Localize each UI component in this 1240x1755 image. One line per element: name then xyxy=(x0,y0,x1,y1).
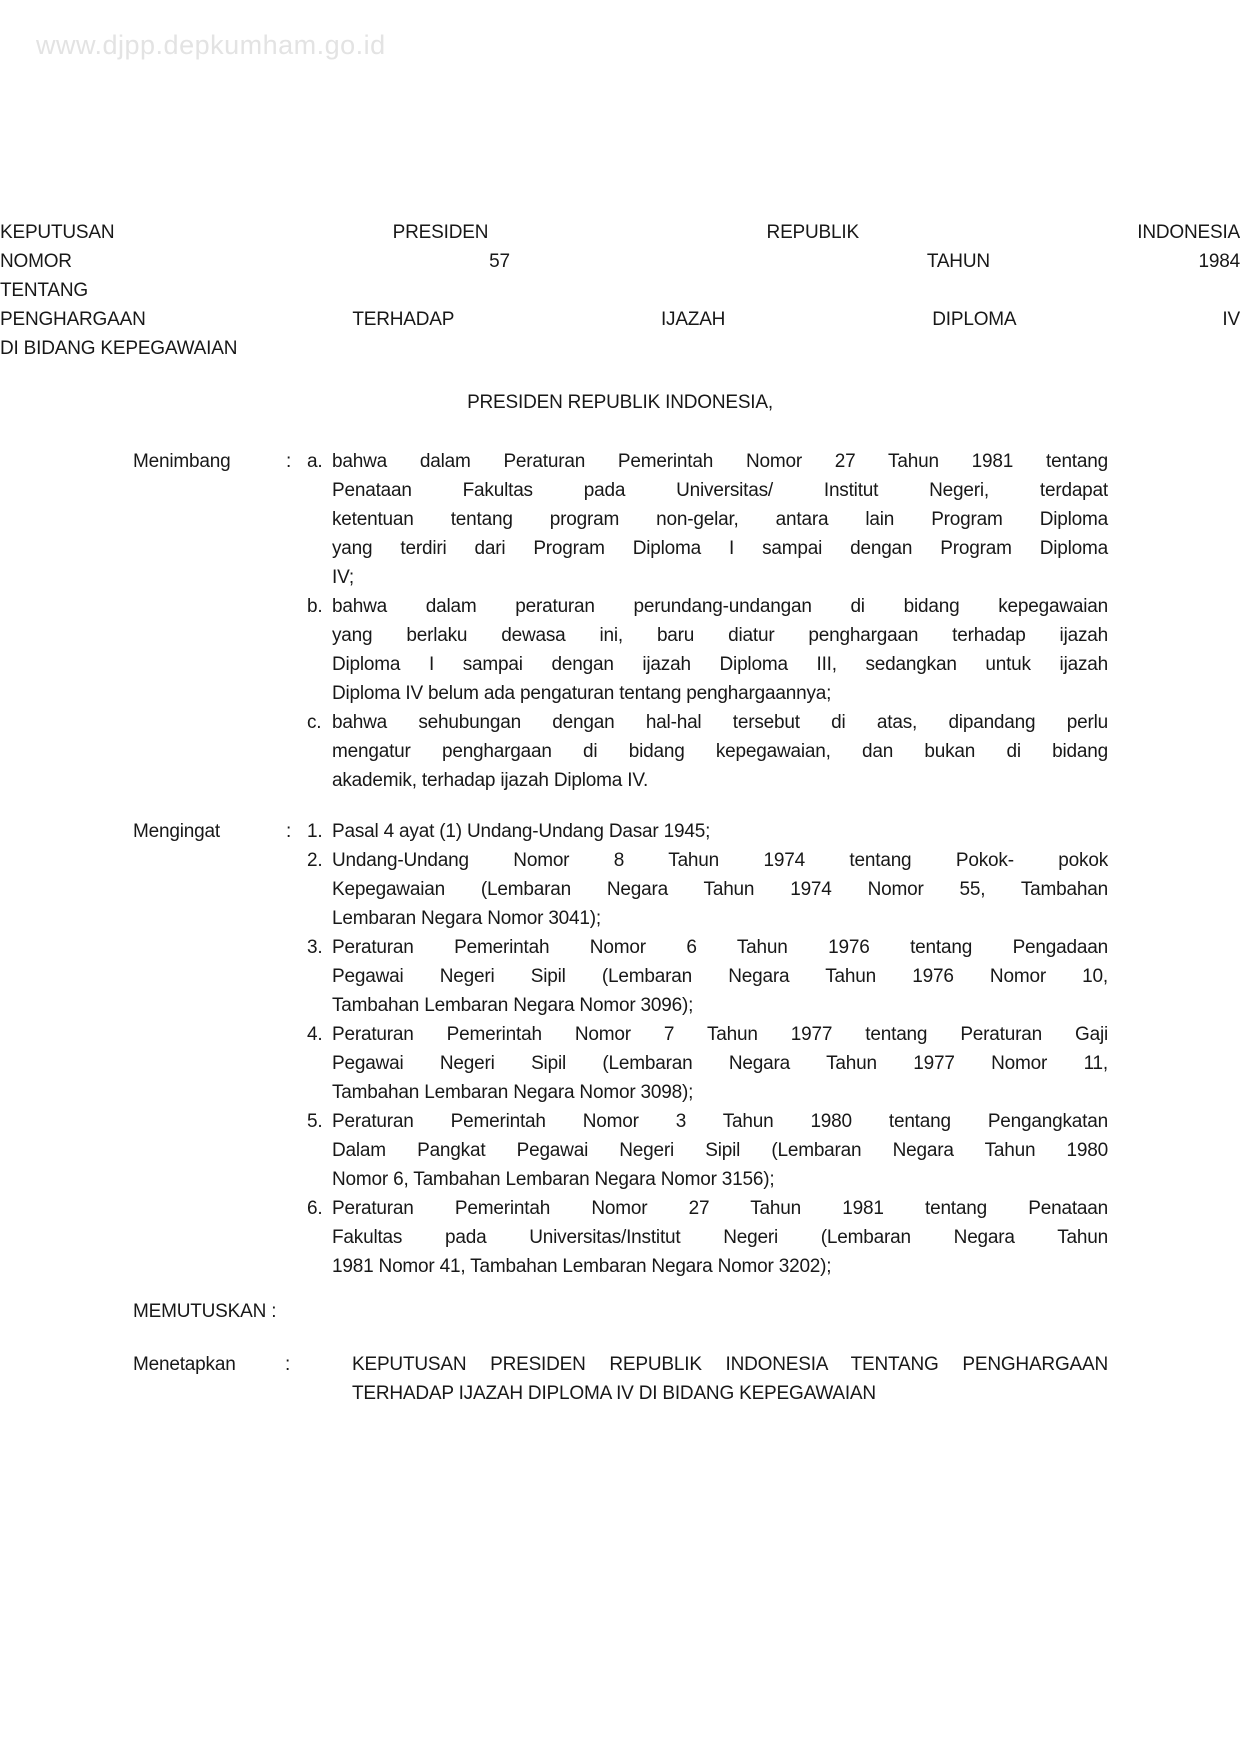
menetapkan-colon: : xyxy=(285,1354,291,1375)
text-line: Peraturan Pemerintah Nomor 3 Tahun 1980 tentang Pengangkatan xyxy=(332,1111,1108,1132)
text-line: ketentuan tentang program non-gelar, antara lain Program Diploma xyxy=(332,509,1108,530)
item-text xyxy=(332,933,1108,1020)
mengingat-colon: : xyxy=(286,821,292,842)
text-line: bahwa dalam peraturan perundang-undangan di bidang kepegawaian xyxy=(332,596,1108,617)
text-line: NOMOR 57 TAHUN 1984 xyxy=(0,251,1240,272)
menetapkan-label: Menetapkan xyxy=(133,1354,236,1375)
text-line: yang terdiri dari Program Diploma I sampai dengan Program Diploma xyxy=(332,538,1108,559)
item-marker: 2. xyxy=(307,850,323,871)
text-line: Diploma I sampai dengan ijazah Diploma III, sedangkan untuk ijazah xyxy=(332,654,1108,675)
text-line: Dalam Pangkat Pegawai Negeri Sipil (Lembaran Negara Tahun 1980 xyxy=(332,1140,1108,1161)
text-line: Tambahan Lembaran Negara Nomor 3096); xyxy=(332,995,694,1016)
text-line: bahwa dalam Peraturan Pemerintah Nomor 27 Tahun 1981 tentang xyxy=(332,451,1108,472)
text-line: KEPUTUSAN PRESIDEN REPUBLIK INDONESIA TENTANG PENGHARGAAN xyxy=(352,1354,1108,1375)
item-marker: 4. xyxy=(307,1024,323,1045)
text-line: DI BIDANG KEPEGAWAIAN xyxy=(0,338,238,359)
text-line: Peraturan Pemerintah Nomor 6 Tahun 1976 tentang Pengadaan xyxy=(332,937,1108,958)
text-line: bahwa sehubungan dengan hal-hal tersebut di atas, dipandang perlu xyxy=(332,712,1108,733)
item-text xyxy=(332,708,1108,795)
memutuskan-heading: MEMUTUSKAN : xyxy=(133,1301,277,1322)
text-line: TERHADAP IJAZAH DIPLOMA IV DI BIDANG KEPEGAWAIAN xyxy=(352,1383,876,1404)
text-line: KEPUTUSAN PRESIDEN REPUBLIK INDONESIA xyxy=(0,222,1240,243)
text-line: Penataan Fakultas pada Universitas/ Institut Negeri, terdapat xyxy=(332,480,1108,501)
section-mengingat xyxy=(0,817,1240,1281)
item-text xyxy=(332,817,1108,846)
item-marker: c. xyxy=(307,712,322,733)
mengingat-items xyxy=(307,817,1108,1281)
mengingat-label: Mengingat xyxy=(133,821,220,842)
text-line: mengatur penghargaan di bidang kepegawaian, dan bukan di bidang xyxy=(332,741,1108,762)
list-item xyxy=(307,447,1108,592)
text-line: akademik, terhadap ijazah Diploma IV. xyxy=(332,770,649,791)
item-text xyxy=(332,447,1108,592)
list-item xyxy=(307,1020,1108,1107)
text-line: Nomor 6, Tambahan Lembaran Negara Nomor 3156); xyxy=(332,1169,775,1190)
list-item xyxy=(307,1107,1108,1194)
item-text xyxy=(332,592,1108,708)
text-line: IV; xyxy=(332,567,354,588)
presiden-heading: PRESIDEN REPUBLIK INDONESIA, xyxy=(467,392,773,413)
text-line: Diploma IV belum ada pengaturan tentang penghargaannya; xyxy=(332,683,832,704)
menimbang-label: Menimbang xyxy=(133,451,231,472)
menetapkan-text xyxy=(352,1350,1108,1408)
text-line: Pasal 4 ayat (1) Undang-Undang Dasar 1945; xyxy=(332,821,711,842)
list-item xyxy=(307,708,1108,795)
text-line: Fakultas pada Universitas/Institut Negeri (Lembaran Negara Tahun xyxy=(332,1227,1108,1248)
item-marker: b. xyxy=(307,596,323,617)
text-line: yang berlaku dewasa ini, baru diatur penghargaan terhadap ijazah xyxy=(332,625,1108,646)
list-item xyxy=(307,592,1108,708)
item-text xyxy=(332,1107,1108,1194)
list-item xyxy=(307,933,1108,1020)
item-marker: 5. xyxy=(307,1111,323,1132)
text-line: Kepegawaian (Lembaran Negara Tahun 1974 Nomor 55, Tambahan xyxy=(332,879,1108,900)
text-line: TENTANG xyxy=(0,280,88,301)
text-line: Tambahan Lembaran Negara Nomor 3098); xyxy=(332,1082,694,1103)
item-text xyxy=(332,846,1108,933)
list-item xyxy=(307,817,1108,846)
text-line: 1981 Nomor 41, Tambahan Lembaran Negara Nomor 3202); xyxy=(332,1256,832,1277)
text-line: Peraturan Pemerintah Nomor 27 Tahun 1981 tentang Penataan xyxy=(332,1198,1108,1219)
item-marker: a. xyxy=(307,451,323,472)
menimbang-items xyxy=(307,447,1108,795)
section-menimbang xyxy=(0,447,1240,795)
list-item xyxy=(307,1194,1108,1281)
menimbang-colon: : xyxy=(286,451,292,472)
item-marker: 6. xyxy=(307,1198,323,1219)
item-text xyxy=(332,1194,1108,1281)
text-line: Pegawai Negeri Sipil (Lembaran Negara Tahun 1977 Nomor 11, xyxy=(332,1053,1108,1074)
list-item xyxy=(307,846,1108,933)
item-marker: 3. xyxy=(307,937,323,958)
section-menetapkan xyxy=(0,1350,1240,1408)
item-text xyxy=(332,1020,1108,1107)
document-title xyxy=(0,218,1240,363)
text-line: Peraturan Pemerintah Nomor 7 Tahun 1977 tentang Peraturan Gaji xyxy=(332,1024,1108,1045)
text-line: PENGHARGAAN TERHADAP IJAZAH DIPLOMA IV xyxy=(0,309,1240,330)
item-marker: 1. xyxy=(307,821,323,842)
text-line: Lembaran Negara Nomor 3041); xyxy=(332,908,601,929)
text-line: Pegawai Negeri Sipil (Lembaran Negara Tahun 1976 Nomor 10, xyxy=(332,966,1108,987)
watermark-text: www.djpp.depkumham.go.id xyxy=(36,30,386,60)
text-line: Undang-Undang Nomor 8 Tahun 1974 tentang Pokok- pokok xyxy=(332,850,1108,871)
